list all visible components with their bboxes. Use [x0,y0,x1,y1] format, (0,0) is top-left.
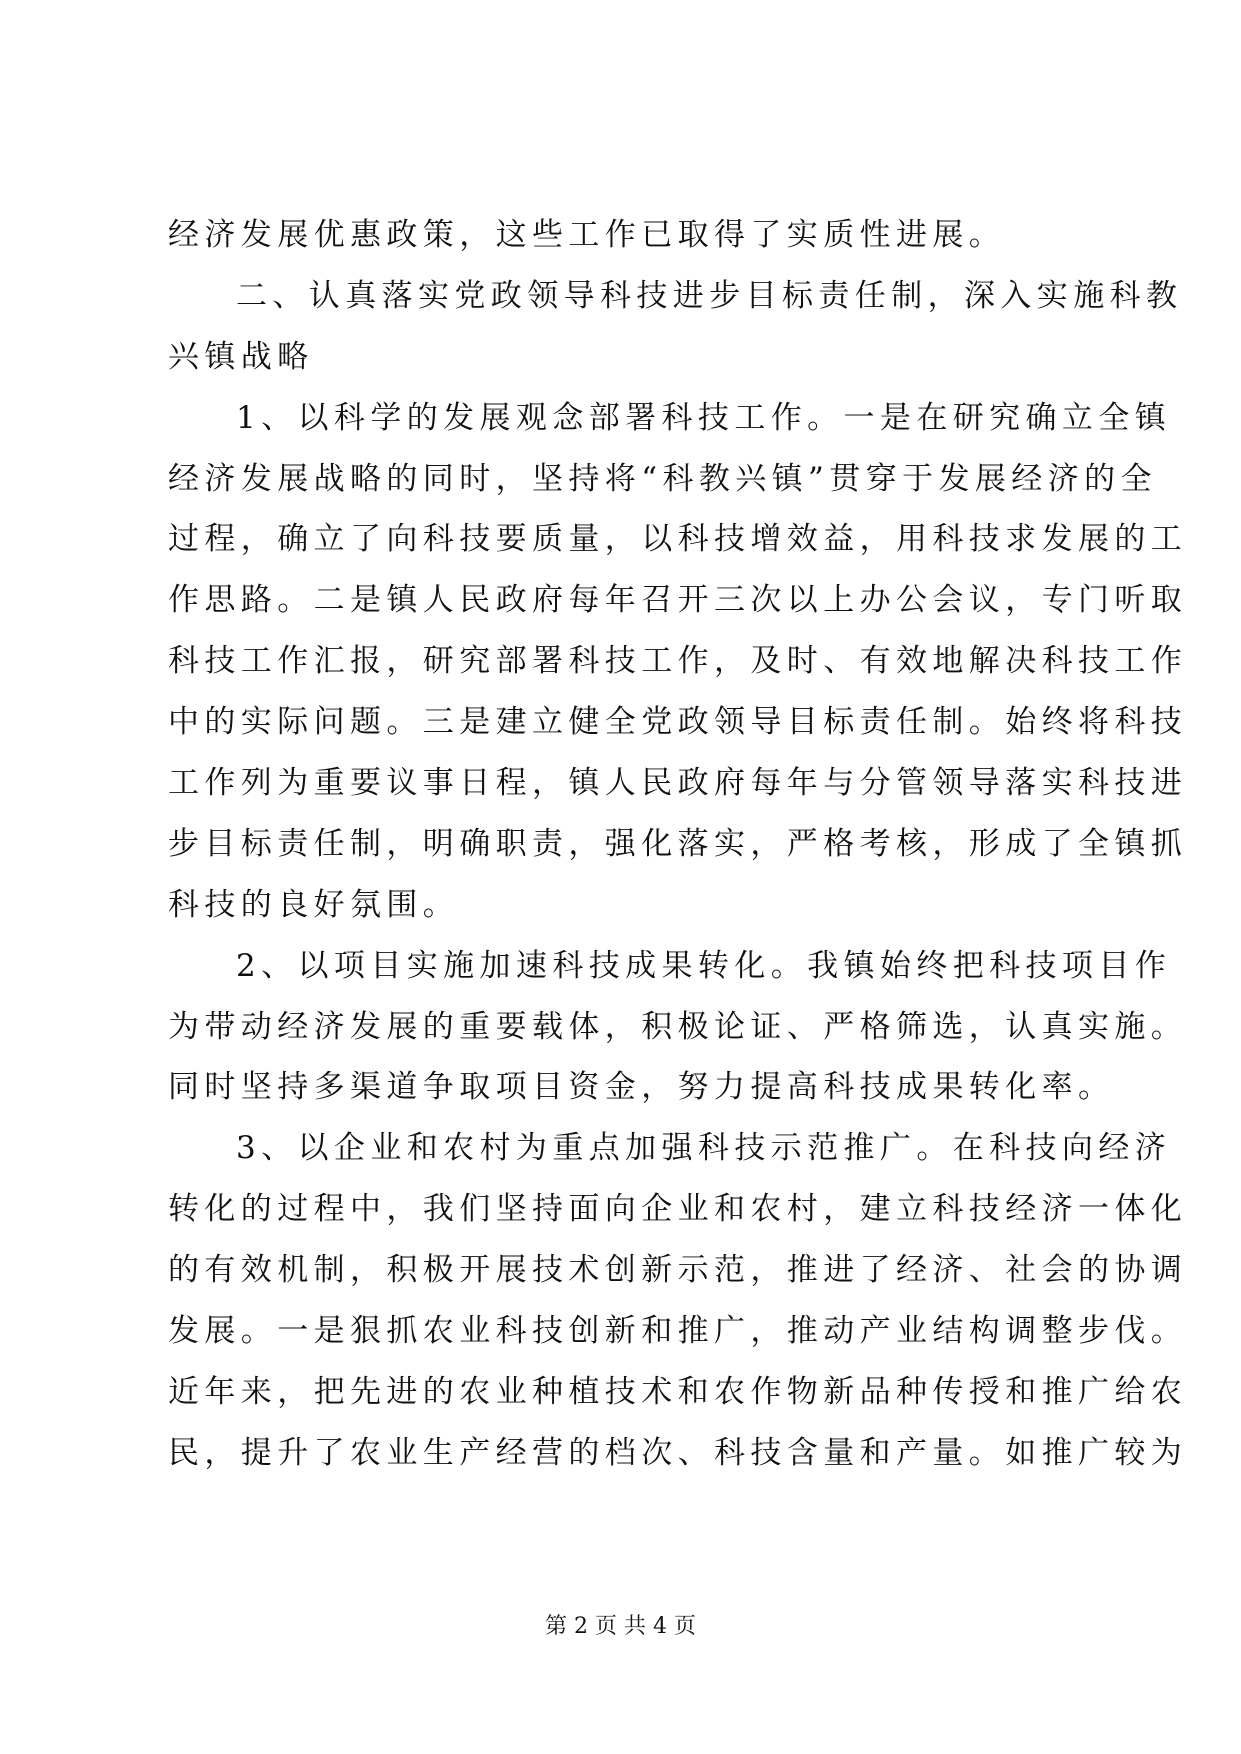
page-footer: 第 2 页 共 4 页 [545,1614,696,1639]
paragraph-line: 民，提升了农业生产经营的档次、科技含量和产量。如推广较为 [168,1434,1188,1471]
paragraph-line: 科技的良好氛围。 [168,886,460,923]
paragraph-line: 的有效机制，积极开展技术创新示范，推进了经济、社会的协调 [168,1252,1188,1289]
paragraph-line: 中的实际问题。三是建立健全党政领导目标责任制。始终将科技 [168,704,1188,741]
paragraph-line: 作思路。二是镇人民政府每年召开三次以上办公会议，专门听取 [168,582,1188,619]
section-heading-line: 兴镇战略 [168,338,314,375]
paragraph-line: 近年来，把先进的农业种植技术和农作物新品种传授和推广给农 [168,1373,1188,1410]
paragraph-line: 1、以科学的发展观念部署科技工作。一是在研究确立全镇 [236,399,1172,436]
paragraph-line: 发展。一是狠抓农业科技创新和推广，推动产业结构调整步伐。 [168,1313,1188,1350]
paragraph-line: 2、以项目实施加速科技成果转化。我镇始终把科技项目作 [236,947,1172,984]
paragraph-line: 过程，确立了向科技要质量，以科技增效益，用科技求发展的工 [168,521,1188,558]
paragraph-line: 转化的过程中，我们坚持面向企业和农村，建立科技经济一体化 [168,1191,1188,1228]
section-heading-line: 二、认真落实党政领导科技进步目标责任制，深入实施科教 [236,277,1183,314]
paragraph-line: 科技工作汇报，研究部署科技工作，及时、有效地解决科技工作 [168,643,1188,680]
paragraph-line: 经济发展战略的同时，坚持将“科教兴镇”贯穿于发展经济的全 [168,460,1157,497]
paragraph-line: 3、以企业和农村为重点加强科技示范推广。在科技向经济 [236,1130,1172,1167]
paragraph-line: 步目标责任制，明确职责，强化落实，严格考核，形成了全镇抓 [168,825,1188,862]
text-line: 经济发展优惠政策，这些工作已取得了实质性进展。 [168,217,1006,253]
paragraph-line: 同时坚持多渠道争取项目资金，努力提高科技成果转化率。 [168,1069,1115,1106]
paragraph-line: 为带动经济发展的重要载体，积极论证、严格筛选，认真实施。 [168,1008,1188,1045]
paragraph-line: 工作列为重要议事日程，镇人民政府每年与分管领导落实科技进 [168,765,1188,802]
body-text [168,205,1188,1484]
